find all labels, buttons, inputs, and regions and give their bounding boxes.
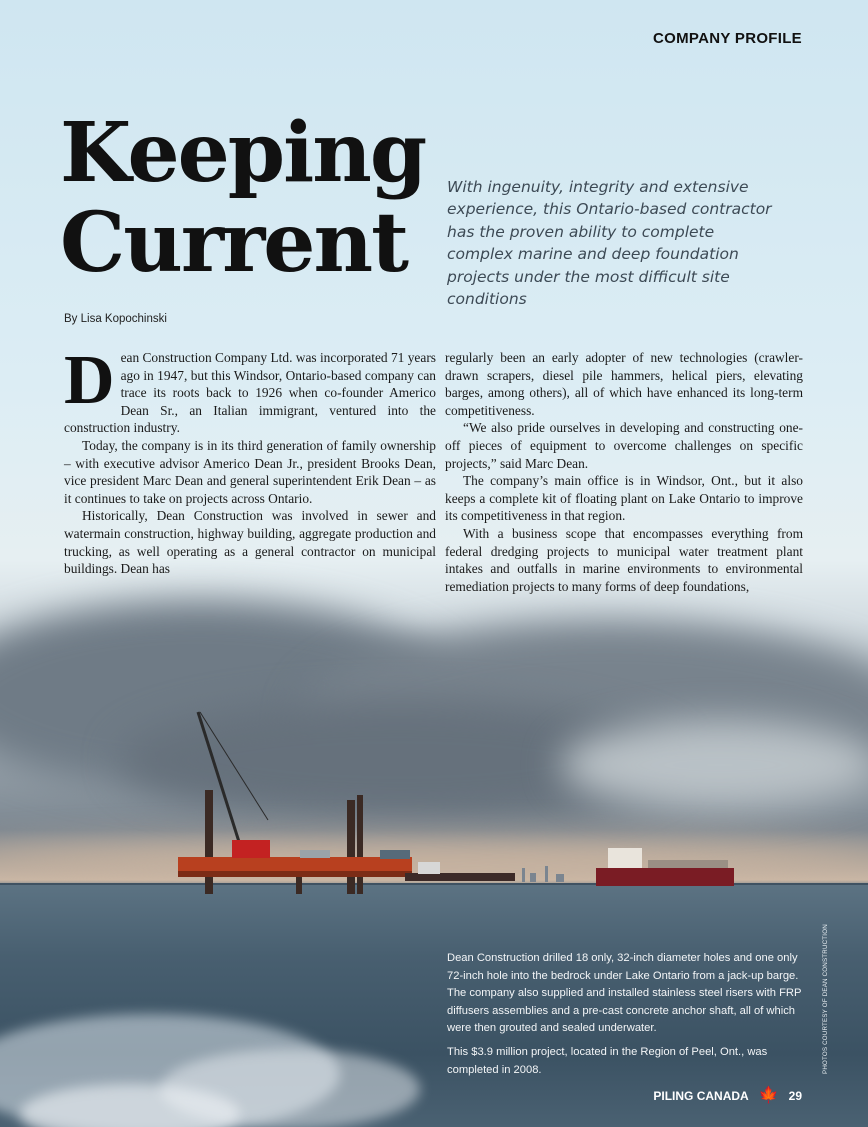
headline-line-2: Current	[60, 195, 407, 291]
article-paragraph: With a business scope that encompasses everything from federal dredging projects to municipal water treatment plant intakes and outfalls in marine environments to environmental remediation projects to many forms of deep foundations,	[445, 525, 803, 594]
page-footer	[653, 1089, 802, 1103]
article-column-1	[64, 342, 436, 578]
photo-caption	[447, 950, 803, 1085]
page-number: 29	[788, 1089, 802, 1103]
deck-text: With ingenuity, integrity and extensive experience, this Ontario-based contractor has the proven ability to complete complex marine and deep foundation projects under the most difficult site conditions	[447, 178, 772, 309]
article-paragraph: The company’s main office is in Windsor, Ont., but it also keeps a complete kit of floating plant on Lake Ontario to improve its competitiveness in that region.	[445, 473, 803, 524]
article-column-2	[445, 349, 803, 595]
article-paragraph: Historically, Dean Construction was involved in sewer and watermain construction, highway building, aggregate production and trucking, as well operating as a general contractor on municipal buildings. Dean has	[64, 508, 436, 577]
photo-credit: PHOTOS COURTESY OF DEAN CONSTRUCTION	[822, 924, 829, 1074]
article-paragraph: “We also pride ourselves in developing and constructing one-off pieces of equipment to overcome challenges on specific projects,” said Marc Dean.	[445, 420, 803, 471]
article-paragraph: Dean Construction Company Ltd. was incorporated 71 years ago in 1947, but this Windsor, Ontario-based company can trace its roots back to 1926 when co-founder Americo Dean Sr., an Italian immigrant, ventured into the construction industry.	[64, 342, 436, 436]
caption-paragraph: Dean Construction drilled 18 only, 32-inch diameter holes and one only 72-inch hole into the bedrock under Lake Ontario from a jack-up barge. The company also supplied and installed stainless steel risers with FRP diffusers assemblies and a pre-cast concrete anchor shaft, all of which were then grouted and sealed underwater.	[447, 952, 802, 1035]
maple-leaf-icon: 🍁	[758, 1087, 779, 1104]
caption-paragraph: This $3.9 million project, located in the Region of Peel, Ont., was completed in 2008.	[447, 1045, 768, 1076]
magazine-name: PILING CANADA	[653, 1089, 749, 1103]
byline: By Lisa Kopochinski	[64, 313, 167, 325]
headline	[60, 105, 426, 291]
headline-line-1: Keeping	[60, 105, 426, 201]
article-paragraph: Today, the company is in its third generation of family ownership – with executive advisor Americo Dean Jr., president Brooks Dean, vice president Marc Dean and general superintendent Erik Dean – as it continues to take on projects across Ontario.	[64, 437, 436, 506]
section-label: COMPANY PROFILE	[653, 30, 802, 47]
drop-cap: D	[64, 342, 115, 419]
article-paragraph: regularly been an early adopter of new technologies (crawler-drawn scrapers, diesel pile hammers, helical piers, elevating barges, among others), all of which have enhanced its long-term competitiveness.	[445, 350, 803, 418]
